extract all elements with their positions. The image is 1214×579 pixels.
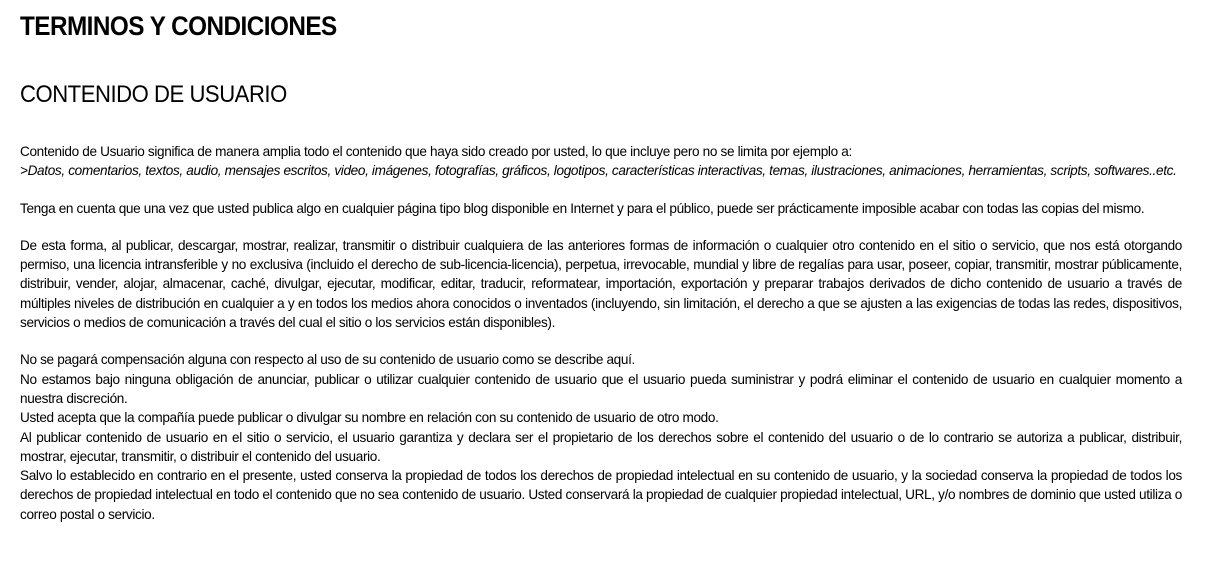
terms-document: [20, 8, 1182, 524]
clause-compensation: No se pagará compensación alguna con respecto al uso de su contenido de usuario como se describe aquí.: [20, 352, 635, 368]
clause-no-obligation: No estamos bajo ninguna obligación de anunciar, publicar o utilizar cualquier contenido de usuario que el usuario pueda suministrar y podrá eliminar el contenido de usuario en cualquier momento a nuestra discreción.: [20, 371, 1182, 406]
section-heading: CONTENIDO DE USUARIO: [20, 81, 287, 108]
examples-list: >Datos, comentarios, textos, audio, mensajes escritos, video, imágenes, fotografías, gráficos, logotipos, características interactivas, temas, ilustraciones, animaciones, herramientas, scripts, softwares..etc.: [20, 163, 1177, 179]
clause-ownership-warranty: Al publicar contenido de usuario en el sitio o servicio, el usuario garantiza y declara ser el propietario de los derechos sobre el contenido del usuario o de lo contrario se autoriza a publicar, distribuir, mostrar, ejecutar, transmitir, o distribuir el contenido del usuario.: [20, 429, 1182, 464]
intro-paragraph: Contenido de Usuario significa de manera amplia todo el contenido que haya sido creado por usted, lo que incluye pero no se limita por ejemplo a:: [20, 144, 852, 159]
clause-name-publication: Usted acepta que la compañía puede publicar o divulgar su nombre en relación con su contenido de usuario de otro modo.: [20, 410, 719, 426]
license-paragraph: De esta forma, al publicar, descargar, mostrar, realizar, transmitir o distribuir cualquiera de las anteriores formas de información o cualquier otro contenido en el sitio o servicio, que nos está otorgando permiso, una licencia intransferible y no exclusiva (incluido el derecho de sub-licencia-licencia), perpetua, irrevocable, mundial y libre de regalías para usar, poseer, copiar, transmitir, mostrar públicamente, distribuir, vender, alojar, almacenar, caché, divulgar, ejecutar, modificar, editar, traducir, reformatear, importación, exportación y preparar trabajos derivados de dicho contenido de usuario a través de múltiples niveles de distribución en cualquier a y en todos los medios ahora conocidos o inventados (incluyendo, sin limitación, el derecho a que se ajusten a las exigencias de todas las redes, dispositivos, servicios o medios de comunicación a través del cual el sitio o los servicios están disponibles).: [20, 237, 1182, 331]
page-title: TERMINOS Y CONDICIONES: [20, 11, 337, 41]
blog-paragraph: Tenga en cuenta que una vez que usted publica algo en cualquier página tipo blog disponible en Internet y para el público, puede ser prácticamente imposible acabar con todas las copias del mismo.: [20, 200, 1145, 216]
clause-intellectual-property: Salvo lo establecido en contrario en el presente, usted conserva la propiedad de todos los derechos de propiedad intelectual en su contenido de usuario, y la sociedad conserva la propiedad de todos los derechos de propiedad intelectual en todo el contenido que no sea contenido de usuario. Usted conservará la propiedad de cualquier propiedad intelectual, URL, y/o nombres de dominio que usted utiliza o correo postal o servicio.: [20, 468, 1182, 522]
section-body: [20, 142, 1182, 524]
